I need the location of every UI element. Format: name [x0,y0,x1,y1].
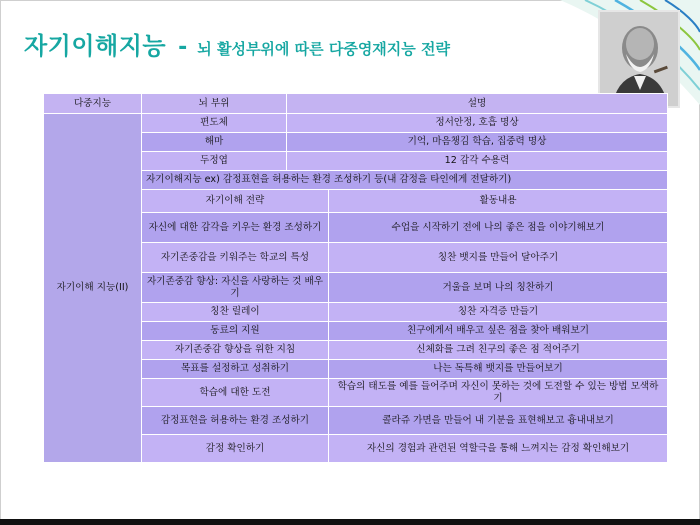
strategy-cell: 자신에 대한 감각을 키우는 환경 조성하기 [142,213,329,243]
title-subtitle: 뇌 활성부위에 따른 다중영재지능 전략 [197,40,450,58]
activity-cell: 수업을 시작하기 전에 나의 좋은 점을 이야기해보기 [329,213,668,243]
intelligence-strategy-table [43,93,668,463]
intelligence-label: 자기이해 지능(II) [44,114,142,463]
brain-part: 해마 [142,133,287,152]
header-description: 설명 [287,94,668,114]
activity-cell: 콜라쥬 가면을 만들어 내 기분을 표현해보고 흉내내보기 [329,407,668,435]
strategy-cell: 감정표현을 허용하는 환경 조성하기 [142,407,329,435]
activity-cell: 칭찬 자격증 만들기 [329,303,668,322]
strategy-cell: 학습에 대한 도전 [142,379,329,407]
strategy-cell: 동료의 지원 [142,322,329,341]
title-main: 자기이해지능 [24,32,167,60]
example-note: 자기이해지능 ex) 감정표현을 허용하는 환경 조성하기 등(내 감정을 타인에게 전달하기) [142,171,668,190]
strategy-cell: 칭찬 릴레이 [142,303,329,322]
slide-title [24,26,450,61]
brain-part-desc: 12 감각 수용력 [287,152,668,171]
header-intelligence: 다중지능 [44,94,142,114]
title-dash: - [178,35,188,60]
brain-part-desc: 정서안정, 호흡 명상 [287,114,668,133]
sub-header-strategy: 자기이해 전략 [142,190,329,213]
brain-part-desc: 기억, 마음챙김 학습, 집중력 명상 [287,133,668,152]
activity-cell: 친구에게서 배우고 싶은 점을 찾아 배워보기 [329,322,668,341]
header-brain-region: 뇌 부위 [142,94,287,114]
strategy-cell: 자기존중감 향상: 자신을 사랑하는 것 배우기 [142,273,329,303]
strategy-cell: 자기존중감을 키워주는 학교의 특성 [142,243,329,273]
activity-cell: 나는 독특해 뱃지를 만들어보기 [329,360,668,379]
table-row [44,114,668,133]
strategy-cell: 자기존중감 향상을 위한 지침 [142,341,329,360]
brain-part: 두정엽 [142,152,287,171]
activity-cell: 학습의 태도를 예를 들어주며 자신이 못하는 것에 도전할 수 있는 방법 모색하기 [329,379,668,407]
activity-cell: 자신의 경험과 관련된 역할극을 통해 느껴지는 감정 확인해보기 [329,435,668,463]
sub-header-activity: 활동내용 [329,190,668,213]
activity-cell: 신체화를 그려 친구의 좋은 점 적어주기 [329,341,668,360]
strategy-cell: 목표를 설정하고 성취하기 [142,360,329,379]
table-header-row [44,94,668,114]
strategy-cell: 감정 확인하기 [142,435,329,463]
activity-cell: 칭찬 뱃지를 만들어 달아주기 [329,243,668,273]
activity-cell: 거울을 보며 나의 칭찬하기 [329,273,668,303]
bottom-bar [0,519,700,525]
brain-part: 편도체 [142,114,287,133]
